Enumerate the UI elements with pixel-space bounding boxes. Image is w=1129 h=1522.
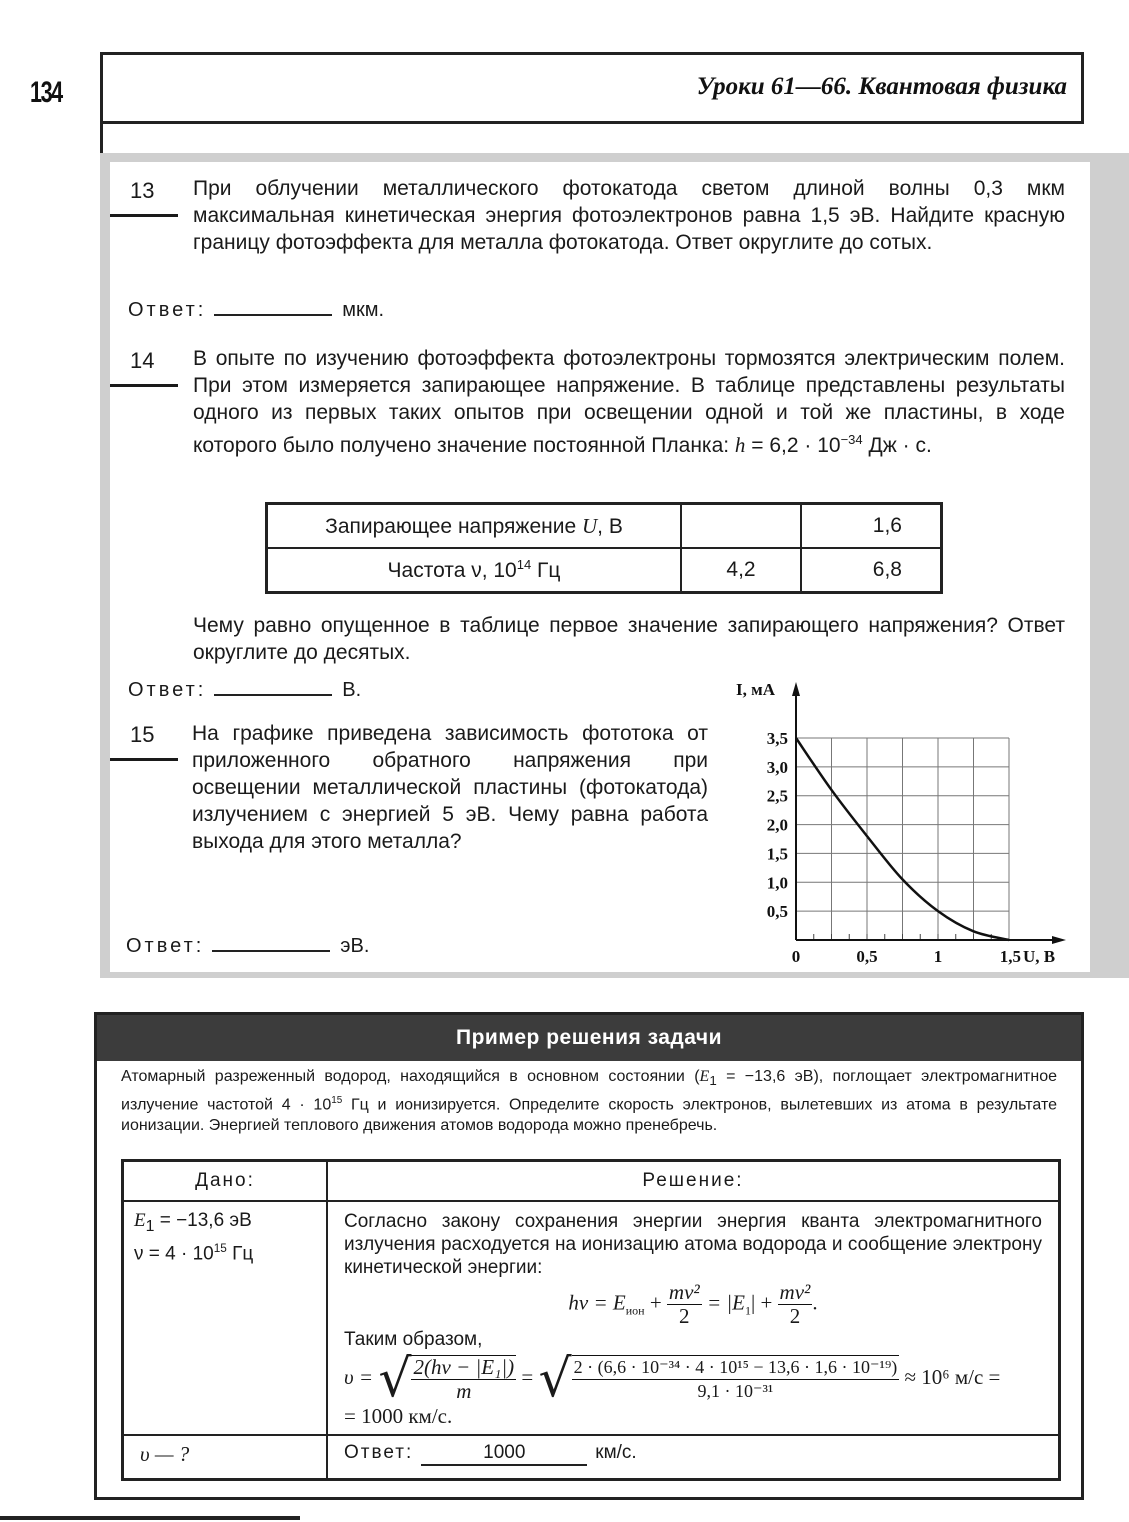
energy-subscript: 1 [145,1217,155,1235]
fraction-denominator: 2 [679,1304,690,1328]
task-14-text-body: В опыте по изучению фотоэффекта фотоэлектроны тормозятся электрическим полем. При этом измеряется запирающее напряжение. В таблице представлены результаты одного из первых таких опытов при освещении одной и той же пластины, в ходе которого было получено значение постоянной Планка: [193,347,1065,457]
x-tick-label: 0 [791,947,801,966]
table-cell [681,504,801,549]
formula-part: + [644,1290,667,1315]
header-exponent: 14 [516,557,532,572]
running-title: Уроки 61—66. Квантовая физика [696,73,1067,100]
task-13-answer [128,296,384,322]
solution-body [327,1201,1060,1435]
planck-exponent: −34 [840,432,863,447]
y-tick-label: 3,0 [766,757,788,777]
velocity-result: = 1000 км/с. [344,1404,453,1428]
formula-part: . [812,1290,818,1315]
y-tick-label: 3,5 [766,729,788,748]
fraction-denominator: 9,1 · 10⁻³¹ [697,1381,774,1401]
task-14-question: Чему равно опущенное в таблице первое значение запирающего напряжения? Ответ округлите до десятых. [193,614,1065,664]
answer-unit: эВ. [340,935,370,957]
table-row [123,1201,1060,1435]
x-axis-arrow-icon [1052,936,1066,944]
answer-label: Ответ: [126,935,205,957]
task-14-number: 14 [130,348,155,373]
numeric-fraction [572,1356,900,1403]
thus-text: Таким образом, [344,1329,483,1350]
velocity-fraction [411,1356,516,1403]
problem-text: = −13,6 эВ), поглощает электромагнитное излучение частотой 4 · 10 [121,1068,1058,1114]
task-15-answer [126,932,369,958]
formula-part: hν = E [568,1290,626,1315]
energy-subscript: 1 [709,1073,717,1089]
x-axis-label: U, В [1023,947,1056,966]
task-13-answer-field[interactable] [214,296,332,316]
answer-unit: км/с. [595,1442,637,1463]
sqrt-icon: √ [538,1349,572,1409]
row-header-frequency [267,548,682,593]
table-cell: 4,2 [681,548,801,593]
formula-subscript: ион [625,1303,645,1318]
chart-grid [796,738,1009,940]
task-15-number: 15 [130,722,155,747]
photocurrent-chart [730,672,1075,972]
formula-part: υ = [344,1364,379,1389]
answer-unit: мкм. [342,299,385,321]
header-unit: Гц [531,559,561,582]
table-cell: 1,6 [801,504,942,549]
example-header: Пример решения задачи [97,1015,1081,1061]
header-text: Частота ν, 10 [387,559,517,582]
fraction-denominator: 2 [789,1304,801,1328]
answer-label: Ответ: [128,679,207,701]
sqrt-expression [378,1349,516,1409]
formula-part: = [516,1364,539,1389]
running-header [100,52,1084,124]
answer-label: Ответ: [128,299,207,321]
velocity-formula [344,1349,1042,1409]
unknown-quantity: υ — ? [123,1435,328,1480]
task-14-table [265,502,943,594]
formula-part: | + [750,1290,778,1315]
task-14-answer [128,676,361,702]
table-cell: 6,8 [801,548,942,593]
planck-symbol: h [734,433,746,457]
planck-unit: Дж · с. [862,434,932,457]
y-axis-arrow-icon [792,682,800,696]
x-tick-label: 0,5 [856,947,878,966]
solution-table [121,1159,1061,1481]
task-15-answer-field[interactable] [212,932,330,952]
task-13-text: При облучении металлического фотокатода светом длиной волны 0,3 мкм максимальная кинетическая энергия фотоэлектронов равна 1,5 эВ. Найдите красную границу фотоэффекта для металла фотокатода. Ответ округлите до сотых. [193,177,1065,254]
task-13-number: 13 [130,178,155,203]
given-values [123,1201,328,1435]
chart-tick-labels [767,729,1021,966]
page-bottom-rule [0,1516,300,1520]
solution-text: Согласно закону сохранения энергии энергия кванта электромагнитного излучения расходуется на ионизацию атома водорода и сообщение электрону кинетической энергии: [344,1211,1042,1278]
fraction-numerator: 2 · (6,6 · 10⁻³⁴ · 4 · 10¹⁵ − 13,6 · 1,6 · 10⁻¹⁹) [572,1356,900,1380]
row-header-voltage [267,504,682,549]
page-number: 134 [30,76,62,109]
table-row [123,1435,1060,1480]
task-15-marker [110,758,178,761]
x-tick-label: 1 [933,947,943,966]
header-unit: , В [597,514,623,538]
task-14-answer-field[interactable] [214,676,332,696]
sqrt-icon: √ [378,1349,412,1409]
fraction-numerator: mv² [668,1280,700,1304]
header-divider [100,124,103,154]
given-energy [134,1210,316,1238]
formula-part: ≈ 10⁶ м/с = [899,1364,1001,1389]
given-frequency [134,1238,316,1265]
header-variable: U [581,513,598,538]
frequency-value: ν = 4 · 10 [134,1243,214,1265]
solution-header: Решение: [327,1161,1060,1202]
answer-value: 1000 [421,1442,587,1466]
energy-symbol: E [134,1210,146,1231]
energy-conservation-formula [344,1281,1042,1328]
example-solution-box [94,1012,1084,1500]
task-14-text [193,345,1065,459]
fraction-numerator: 2(hν − |E₁|) [413,1355,515,1379]
fraction-numerator: mv² [779,1280,811,1304]
task-15-text: На графике приведена зависимость фототока от приложенного обратного напряжения при освещении металлической пластины (фотокатода) излучением с энергией 5 эВ. Чему равна работа выхода для этого металла? [192,722,708,853]
problem-text: Гц и ионизируется. Определите скорость электронов, вылетевших из атома в результате ионизации. Энергией теплового движения атомов водорода можно пренебречь. [121,1096,1057,1134]
y-tick-label: 2,5 [766,786,788,806]
energy-symbol: E [699,1068,710,1085]
kinetic-energy-fraction [667,1281,702,1328]
given-header: Дано: [123,1161,328,1202]
y-tick-label: 1,5 [766,844,788,864]
formula-subscript: 1 [744,1303,751,1318]
table-header-row [123,1161,1060,1202]
solution-answer [327,1435,1060,1480]
task-14-marker [110,384,178,387]
answer-unit: В. [342,679,362,701]
task-13-marker [110,214,178,217]
example-problem-text [121,1067,1057,1136]
fraction-denominator: m [456,1379,472,1403]
y-tick-label: 0,5 [766,902,788,922]
frequency-exponent: 15 [331,1095,343,1107]
y-tick-label: 2,0 [766,815,788,835]
frequency-exponent: 15 [213,1241,227,1255]
frequency-unit: Гц [226,1243,254,1265]
x-tick-label: 1,5 [999,947,1021,966]
energy-value: = −13,6 эВ [154,1210,252,1231]
sqrt-expression [538,1349,899,1409]
y-axis-label: I, мА [736,680,775,699]
planck-value: = 6,2 · 10 [745,434,841,457]
formula-part: = |E [701,1290,745,1315]
table-row [267,548,942,593]
y-tick-label: 1,0 [766,873,788,893]
table-row [267,504,942,549]
answer-label: Ответ: [344,1442,414,1463]
header-text: Запирающее напряжение [325,514,582,538]
problem-text: Атомарный разреженный водород, находящийся в основном состоянии ( [121,1068,700,1085]
kinetic-energy-fraction [778,1281,813,1328]
